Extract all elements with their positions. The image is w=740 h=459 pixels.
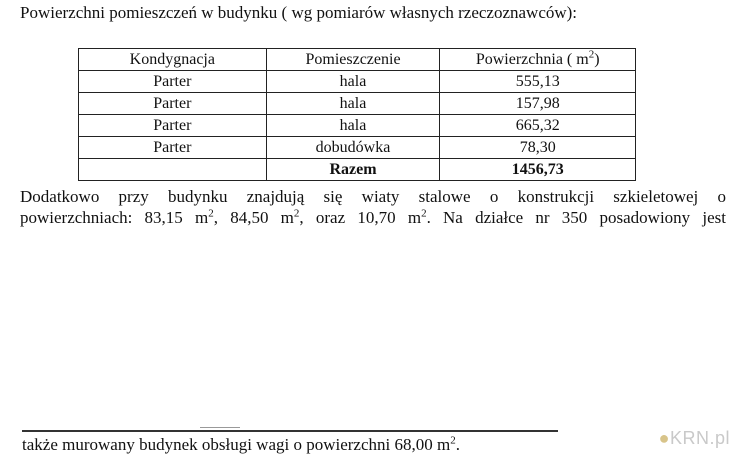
closing-text: także murowany budynek obsługi wagi o powierzchni 68,00 m — [22, 435, 451, 454]
closing-sup: 2 — [450, 434, 456, 447]
header-area-label: Powierzchnia ( m — [475, 50, 589, 68]
section-heading: Powierzchni pomieszczeń w budynku ( wg pomiarów własnych rzeczoznawców): — [20, 3, 578, 22]
table-row — [79, 93, 636, 115]
cell-level: Parter — [79, 115, 267, 137]
scan-artifact — [200, 427, 240, 428]
cell-room: hala — [266, 71, 440, 93]
sup-c: 2 — [421, 207, 427, 220]
watermark-text: KRN.pl — [669, 428, 730, 448]
closing-end: . — [455, 435, 460, 454]
table-header-row — [79, 49, 636, 71]
cell-room: dobudówka — [266, 137, 440, 159]
cell-area: 665,32 — [440, 115, 636, 137]
table-total-row — [79, 159, 636, 181]
cell-area: 555,13 — [440, 71, 636, 93]
line2-part-a: powierzchniach: 83,15 m — [20, 208, 209, 227]
table-row — [79, 71, 636, 93]
line2-part-b: , 84,50 m — [213, 208, 294, 227]
header-area-close: ) — [594, 50, 600, 68]
closing-line — [22, 434, 460, 455]
cell-level: Parter — [79, 93, 267, 115]
table-row — [79, 115, 636, 137]
paragraph-line-1: Dodatkowo przy budynku znajdują się wiaty stalowe o konstrukcji szkieletowej o — [20, 187, 726, 206]
cell-room: hala — [266, 115, 440, 137]
header-area — [440, 49, 636, 71]
header-level: Kondygnacja — [79, 49, 267, 71]
cell-area: 78,30 — [440, 137, 636, 159]
header-room: Pomieszczenie — [266, 49, 440, 71]
sup-b: 2 — [293, 207, 300, 220]
cell-room: hala — [266, 93, 440, 115]
watermark-dot-icon: ● — [658, 428, 670, 448]
line2-part-c: , oraz 10,70 m — [299, 208, 422, 227]
room-area-table — [78, 48, 636, 181]
total-label: Razem — [266, 159, 440, 181]
table-row — [79, 137, 636, 159]
cell-area: 157,98 — [440, 93, 636, 115]
description-paragraph — [20, 186, 726, 228]
total-area: 1456,73 — [440, 159, 636, 181]
line2-part-d: . Na działce nr 350 posadowiony jest — [426, 208, 726, 227]
cell-level: Parter — [79, 137, 267, 159]
header-area-sup: 2 — [588, 48, 595, 61]
krn-watermark — [659, 428, 730, 449]
paragraph-line-2 — [20, 207, 726, 228]
sup-a: 2 — [208, 207, 214, 220]
cell-empty — [79, 159, 267, 181]
cell-level: Parter — [79, 71, 267, 93]
page-divider — [22, 430, 558, 432]
